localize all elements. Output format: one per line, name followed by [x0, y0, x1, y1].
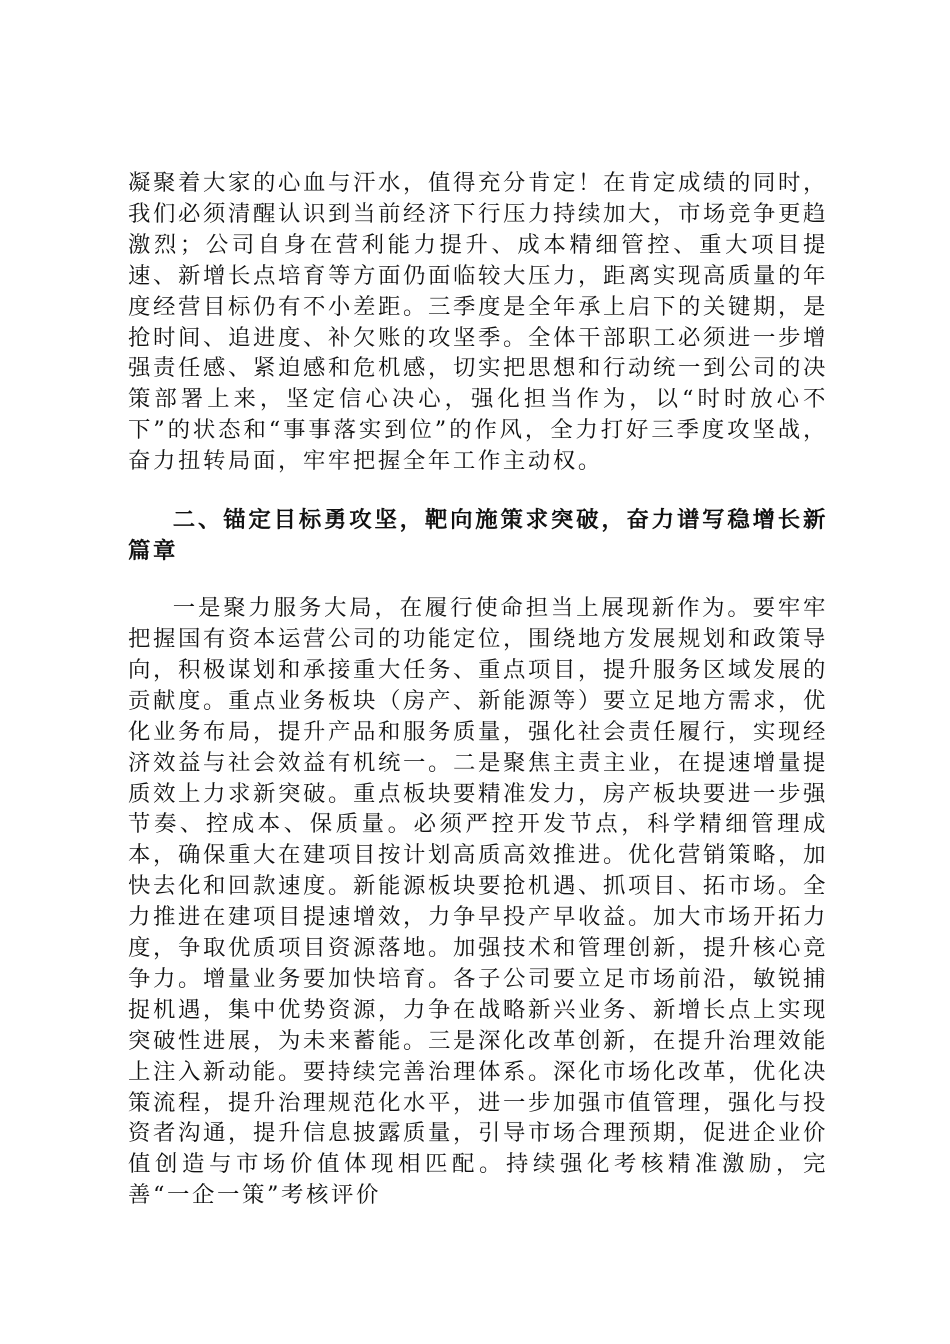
document-body: [128, 168, 828, 1211]
paragraph-continued: 凝聚着大家的心血与汗水，值得充分肯定！在肯定成绩的同时，我们必须清醒认识到当前经济下行压力持续加大，市场竞争更趋激烈；公司自身在营利能力提升、成本精细管控、重大项目提速、新增长点培育等方面仍面临较大压力，距离实现高质量的年度经营目标仍有不小差距。三季度是全年承上启下的关键期，是抢时间、追进度、补欠账的攻坚季。全体干部职工必须进一步增强责任感、紧迫感和危机感，切实把思想和行动统一到公司的决策部署上来，坚定信心决心，强化担当作为，以“时时放心不下”的状态和“事事落实到位”的作风，全力打好三季度攻坚战，奋力扭转局面，牢牢把握全年工作主动权。: [128, 170, 828, 475]
paragraph-section-body: 一是聚力服务大局，在履行使命担当上展现新作为。要牢牢把握国有资本运营公司的功能定位，围绕地方发展规划和政策导向，积极谋划和承接重大任务、重点项目，提升服务区域发展的贡献度。重点业务板块（房产、新能源等）要立足地方需求，优化业务布局，提升产品和服务质量，强化社会责任履行，实现经济效益与社会效益有机统一。二是聚焦主责主业，在提速增量提质效上力求新突破。重点板块要精准发力，房产板块要进一步强节奏、控成本、保质量。必须严控开发节点，科学精细管理成本，确保重大在建项目按计划高质高效推进。优化营销策略，加快去化和回款速度。新能源板块要抢机遇、抓项目、拓市场。全力推进在建项目提速增效，力争早投产早收益。加大市场开拓力度，争取优质项目资源落地。加强技术和管理创新，提升核心竞争力。增量业务要加快培育。各子公司要立足市场前沿，敏锐捕捉机遇，集中优势资源，力争在战略新兴业务、新增长点上实现突破性进展，为未来蓄能。三是深化改革创新，在提升治理效能上注入新动能。要持续完善治理体系。深化市场化改革，优化决策流程，提升治理规范化水平，进一步加强市值管理，强化与投资者沟通，提升信息披露质量，引导市场合理预期，促进企业价值创造与市场价值体现相匹配。持续强化考核精准激励，完善“一企一策”考核评价: [128, 595, 828, 1209]
section-heading: 二、锚定目标勇攻坚，靶向施策求突破，奋力谱写稳增长新篇章: [128, 507, 828, 565]
